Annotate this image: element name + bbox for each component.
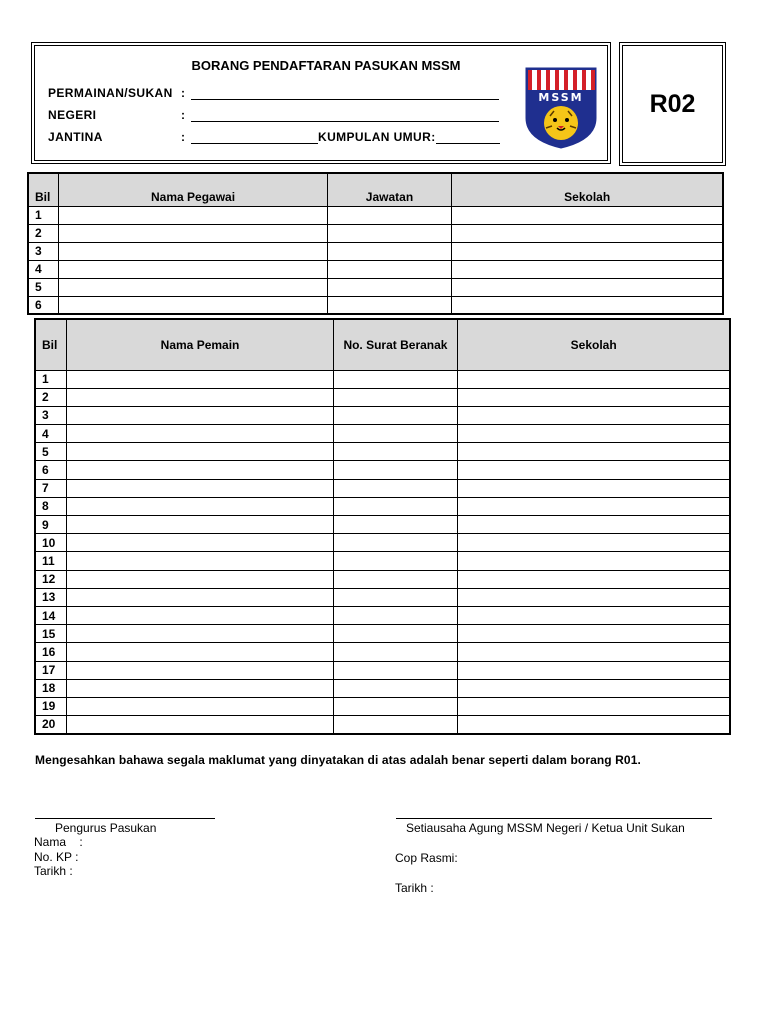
form-code: R02: [649, 89, 696, 118]
table-cell-input[interactable]: [59, 278, 327, 296]
table-row: [28, 296, 723, 314]
table-cell-input[interactable]: [333, 625, 458, 643]
table-cell-input[interactable]: [67, 588, 333, 606]
col-header-no-surat-beranak: No. Surat Beranak: [333, 319, 458, 370]
col-header-bil: Bil: [28, 173, 59, 206]
row-number: 5: [35, 443, 67, 461]
row-number: 14: [35, 606, 67, 624]
table-cell-input[interactable]: [458, 388, 730, 406]
signature-cop-rasmi-label: Cop Rasmi:: [395, 851, 458, 865]
table-cell-input[interactable]: [59, 242, 327, 260]
table-cell-input[interactable]: [458, 443, 730, 461]
table-row: [28, 242, 723, 260]
table-cell-input[interactable]: [333, 588, 458, 606]
field-jantina: [48, 130, 500, 144]
table-cell-input[interactable]: [458, 406, 730, 424]
table-row: [35, 570, 730, 588]
table-row: [35, 625, 730, 643]
table-cell-input[interactable]: [458, 697, 730, 715]
table-cell-input[interactable]: [67, 479, 333, 497]
col-header-bil: Bil: [35, 319, 67, 370]
col-header-sekolah: Sekolah: [452, 173, 723, 206]
table-cell-input[interactable]: [333, 370, 458, 388]
table-cell-input[interactable]: [333, 461, 458, 479]
table-cell-input[interactable]: [327, 296, 452, 314]
field-label: NEGERI: [48, 108, 97, 122]
form-code-box: [619, 42, 726, 166]
table-cell-input[interactable]: [458, 570, 730, 588]
table-cell-input[interactable]: [333, 425, 458, 443]
table-cell-input[interactable]: [67, 406, 333, 424]
table-cell-input[interactable]: [67, 606, 333, 624]
row-number: 12: [35, 570, 67, 588]
table-cell-input[interactable]: [327, 224, 452, 242]
table-cell-input[interactable]: [333, 606, 458, 624]
table-cell-input[interactable]: [59, 206, 327, 224]
table-row: [35, 461, 730, 479]
field-negeri: [48, 108, 499, 122]
table-row: [28, 260, 723, 278]
table-cell-input[interactable]: [67, 461, 333, 479]
row-number: 2: [28, 224, 59, 242]
table-row: [35, 425, 730, 443]
table-cell-input[interactable]: [67, 679, 333, 697]
table-cell-input[interactable]: [67, 425, 333, 443]
field-colon: :: [181, 130, 186, 144]
signature-line-left[interactable]: [35, 818, 215, 819]
table-row: [35, 534, 730, 552]
table-row: [35, 370, 730, 388]
table-row: [35, 697, 730, 715]
table-cell-input[interactable]: [67, 516, 333, 534]
row-number: 5: [28, 278, 59, 296]
row-number: 6: [35, 461, 67, 479]
table-cell-input[interactable]: [327, 206, 452, 224]
table-row: [35, 716, 730, 734]
table-cell-input[interactable]: [452, 296, 723, 314]
table-cell-input[interactable]: [458, 588, 730, 606]
table-cell-input[interactable]: [327, 260, 452, 278]
field-label: JANTINA: [48, 130, 103, 144]
table-row: [35, 406, 730, 424]
table-cell-input[interactable]: [452, 260, 723, 278]
table-row: [35, 516, 730, 534]
table-cell-input[interactable]: [458, 516, 730, 534]
table-cell-input[interactable]: [67, 661, 333, 679]
table-cell-input[interactable]: [327, 242, 452, 260]
form-title: BORANG PENDAFTARAN PASUKAN MSSM: [191, 58, 461, 73]
field-permainan-sukan: [48, 86, 499, 100]
row-number: 15: [35, 625, 67, 643]
logo-text: MSSM: [538, 91, 584, 104]
confirmation-text: Mengesahkan bahawa segala maklumat yang dinyatakan di atas adalah benar seperti dalam borang R01.: [35, 753, 641, 767]
table-cell-input[interactable]: [333, 479, 458, 497]
table-cell-input[interactable]: [458, 370, 730, 388]
signature-nama-label: Nama :: [34, 835, 83, 849]
table-cell-input[interactable]: [458, 534, 730, 552]
table-cell-input[interactable]: [67, 716, 333, 734]
table-cell-input[interactable]: [67, 388, 333, 406]
signature-no-kp-label: No. KP :: [34, 850, 79, 864]
table-cell-input[interactable]: [458, 461, 730, 479]
col-header-nama-pegawai: Nama Pegawai: [59, 173, 327, 206]
table-row: [35, 479, 730, 497]
row-number: 11: [35, 552, 67, 570]
signature-tarikh-label-right: Tarikh :: [395, 881, 434, 895]
signature-role-right: Setiausaha Agung MSSM Negeri / Ketua Unit Sukan: [406, 821, 685, 835]
table-cell-input[interactable]: [67, 570, 333, 588]
row-number: 6: [28, 296, 59, 314]
row-number: 17: [35, 661, 67, 679]
mssm-logo-icon: [524, 66, 598, 150]
row-number: 8: [35, 497, 67, 515]
row-number: 16: [35, 643, 67, 661]
table-cell-input[interactable]: [458, 661, 730, 679]
table-cell-input[interactable]: [458, 552, 730, 570]
table-cell-input[interactable]: [333, 697, 458, 715]
form-header: [31, 42, 611, 164]
table-cell-input[interactable]: [333, 516, 458, 534]
table-cell-input[interactable]: [59, 260, 327, 278]
row-number: 2: [35, 388, 67, 406]
table-cell-input[interactable]: [452, 242, 723, 260]
table-row: [35, 388, 730, 406]
table-cell-input[interactable]: [59, 296, 327, 314]
table-cell-input[interactable]: [333, 661, 458, 679]
row-number: 3: [35, 406, 67, 424]
table-cell-input[interactable]: [333, 443, 458, 461]
table-cell-input[interactable]: [452, 224, 723, 242]
table-cell-input[interactable]: [458, 479, 730, 497]
table-cell-input[interactable]: [67, 443, 333, 461]
table-cell-input[interactable]: [333, 497, 458, 515]
permainan-sukan-input-line[interactable]: [191, 87, 499, 100]
row-number: 13: [35, 588, 67, 606]
players-header-row: [35, 319, 730, 370]
table-cell-input[interactable]: [67, 697, 333, 715]
table-cell-input[interactable]: [458, 425, 730, 443]
players-table: [34, 318, 731, 735]
table-cell-input[interactable]: [452, 278, 723, 296]
table-cell-input[interactable]: [67, 534, 333, 552]
table-cell-input[interactable]: [458, 716, 730, 734]
col-header-jawatan: Jawatan: [327, 173, 452, 206]
row-number: 3: [28, 242, 59, 260]
table-row: [35, 588, 730, 606]
table-cell-input[interactable]: [67, 497, 333, 515]
row-number: 4: [28, 260, 59, 278]
table-row: [28, 206, 723, 224]
table-cell-input[interactable]: [59, 224, 327, 242]
table-cell-input[interactable]: [67, 643, 333, 661]
table-cell-input[interactable]: [333, 534, 458, 552]
table-row: [35, 443, 730, 461]
row-number: 1: [35, 370, 67, 388]
table-row: [35, 661, 730, 679]
officials-table: [27, 172, 724, 315]
table-cell-input[interactable]: [458, 497, 730, 515]
table-row: [28, 278, 723, 296]
table-cell-input[interactable]: [333, 388, 458, 406]
negeri-input-line[interactable]: [191, 109, 499, 122]
row-number: 4: [35, 425, 67, 443]
table-cell-input[interactable]: [458, 606, 730, 624]
table-cell-input[interactable]: [452, 206, 723, 224]
field-colon: :: [181, 86, 186, 100]
table-cell-input[interactable]: [333, 570, 458, 588]
officials-header-row: [28, 173, 723, 206]
table-row: [28, 224, 723, 242]
field-colon: :: [181, 108, 186, 122]
table-cell-input[interactable]: [333, 643, 458, 661]
table-cell-input[interactable]: [67, 625, 333, 643]
col-header-sekolah: Sekolah: [458, 319, 730, 370]
table-cell-input[interactable]: [333, 406, 458, 424]
table-cell-input[interactable]: [458, 643, 730, 661]
table-row: [35, 643, 730, 661]
col-header-nama-pemain: Nama Pemain: [67, 319, 333, 370]
signature-tarikh-label-left: Tarikh :: [34, 864, 73, 878]
kumpulan-umur-label: KUMPULAN UMUR:: [318, 130, 436, 144]
table-row: [35, 606, 730, 624]
jantina-input-line[interactable]: [191, 131, 318, 144]
kumpulan-umur-input-line[interactable]: [436, 131, 500, 144]
table-cell-input[interactable]: [458, 625, 730, 643]
field-label: PERMAINAN/SUKAN: [48, 86, 173, 100]
signature-role-left: Pengurus Pasukan: [55, 821, 157, 835]
table-cell-input[interactable]: [333, 716, 458, 734]
table-cell-input[interactable]: [67, 552, 333, 570]
table-row: [35, 552, 730, 570]
row-number: 1: [28, 206, 59, 224]
table-cell-input[interactable]: [458, 679, 730, 697]
row-number: 9: [35, 516, 67, 534]
signature-line-right[interactable]: [396, 818, 712, 819]
table-cell-input[interactable]: [333, 679, 458, 697]
row-number: 10: [35, 534, 67, 552]
row-number: 19: [35, 697, 67, 715]
row-number: 20: [35, 716, 67, 734]
table-row: [35, 679, 730, 697]
table-cell-input[interactable]: [333, 552, 458, 570]
table-cell-input[interactable]: [67, 370, 333, 388]
table-cell-input[interactable]: [327, 278, 452, 296]
row-number: 7: [35, 479, 67, 497]
row-number: 18: [35, 679, 67, 697]
table-row: [35, 497, 730, 515]
